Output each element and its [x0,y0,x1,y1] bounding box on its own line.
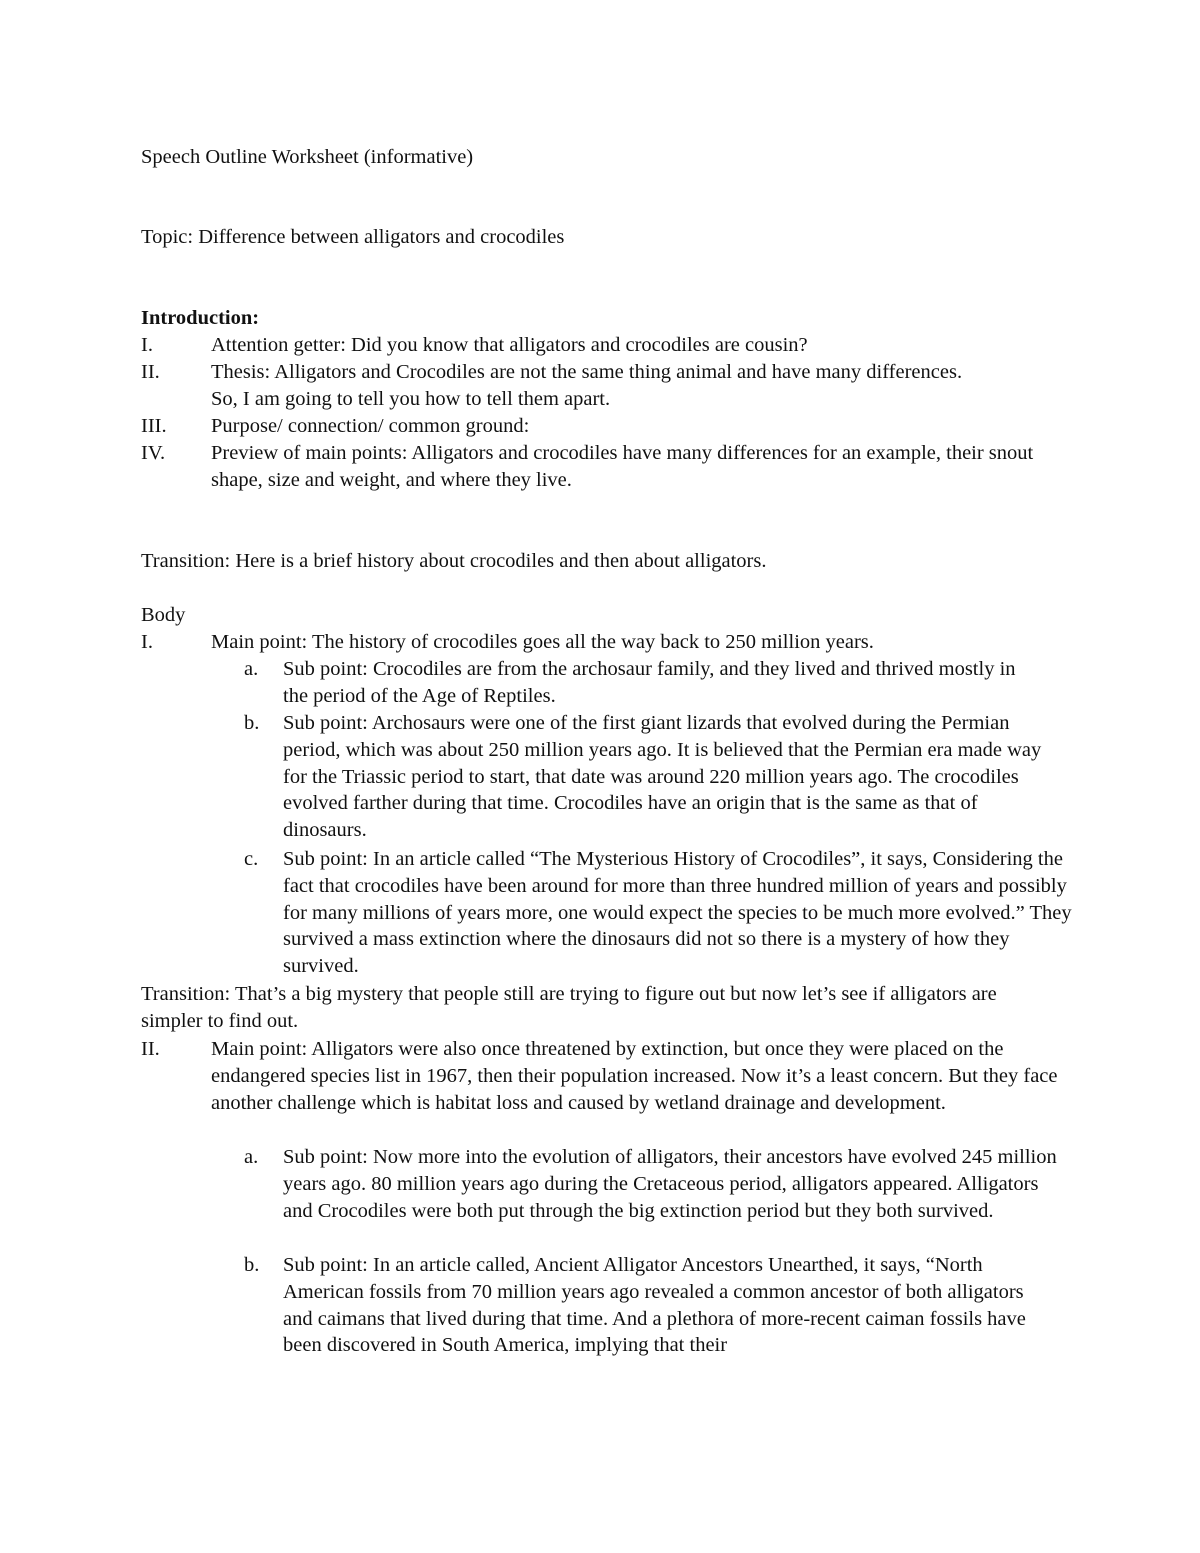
body-heading: Body [141,604,186,626]
sub-point-text: Sub point: In an article called, Ancient Alligator Ancestors Unearthed, it says, “North American fossils from 70 million years ago revealed a common ancestor of both alligators and caimans that lived during that time. And a plethora of more-recent caiman fossils have been discovered in South America, implying that their [283,1254,1026,1357]
intro-item-number: III. [141,415,167,437]
intro-item-text: Thesis: Alligators and Crocodiles are not the same thing animal and have many differences. So, I am going to tell you how to tell them apart. [211,361,963,410]
introduction-heading: Introduction: [141,307,260,329]
main-point-number: II. [141,1038,160,1060]
sub-point-letter: c. [244,848,259,870]
document-title: Speech Outline Worksheet (informative) [141,146,474,168]
main-point-text: Main point: The history of crocodiles goes all the way back to 250 million years. [211,631,874,653]
intro-item-text: Preview of main points: Alligators and crocodiles have many differences for an example, their snout shape, size and weight, and where they live. [211,442,1034,491]
intro-item-text: Attention getter: Did you know that alligators and crocodiles are cousin? [211,334,808,356]
intro-item-text: Purpose/ connection/ common ground: [211,415,530,437]
intro-item-number: II. [141,361,160,383]
sub-point-letter: a. [244,658,259,680]
sub-point-text: Sub point: Archosaurs were one of the first giant lizards that evolved during the Permian period, which was about 250 million years ago. It is believed that the Permian era made way for the Triassic period to start, that date was around 220 million years ago. The crocodiles evolved farther during that time. Crocodiles have an origin that is the same as that of dinosaurs. [283,712,1042,842]
main-point-number: I. [141,631,153,653]
sub-point-text: Sub point: Now more into the evolution of alligators, their ancestors have evolved 245 million years ago. 80 million years ago during the Cretaceous period, alligators appeared. Alligators and Crocodiles were both put through the big extinction period but they both survived. [283,1146,1057,1222]
sub-point-text: Sub point: In an article called “The Mysterious History of Crocodiles”, it says, Considering the fact that crocodiles have been around for more than three hundred million of years and possibly for many millions of years more, one would expect the species to be much more evolved.” They survived a mass extinction where the dinosaurs did not so there is a mystery of how they survived. [283,848,1072,978]
sub-point-letter: b. [244,1254,260,1276]
intro-item-number: I. [141,334,153,356]
sub-point-letter: b. [244,712,260,734]
transition-one: Transition: Here is a brief history about crocodiles and then about alligators. [141,550,767,572]
sub-point-letter: a. [244,1146,259,1168]
intro-item-number: IV. [141,442,166,464]
main-point-text: Main point: Alligators were also once threatened by extinction, but once they were placed on the endangered species list in 1967, then their population increased. Now it’s a least concern. But they face another challenge which is habitat loss and caused by wetland drainage and development. [211,1038,1058,1114]
sub-point-text: Sub point: Crocodiles are from the archosaur family, and they lived and thrived mostly in the period of the Age of Reptiles. [283,658,1016,707]
topic-line: Topic: Difference between alligators and crocodiles [141,226,565,248]
transition-two: Transition: That’s a big mystery that people still are trying to figure out but now let’s see if alligators are simpler to find out. [141,983,997,1032]
